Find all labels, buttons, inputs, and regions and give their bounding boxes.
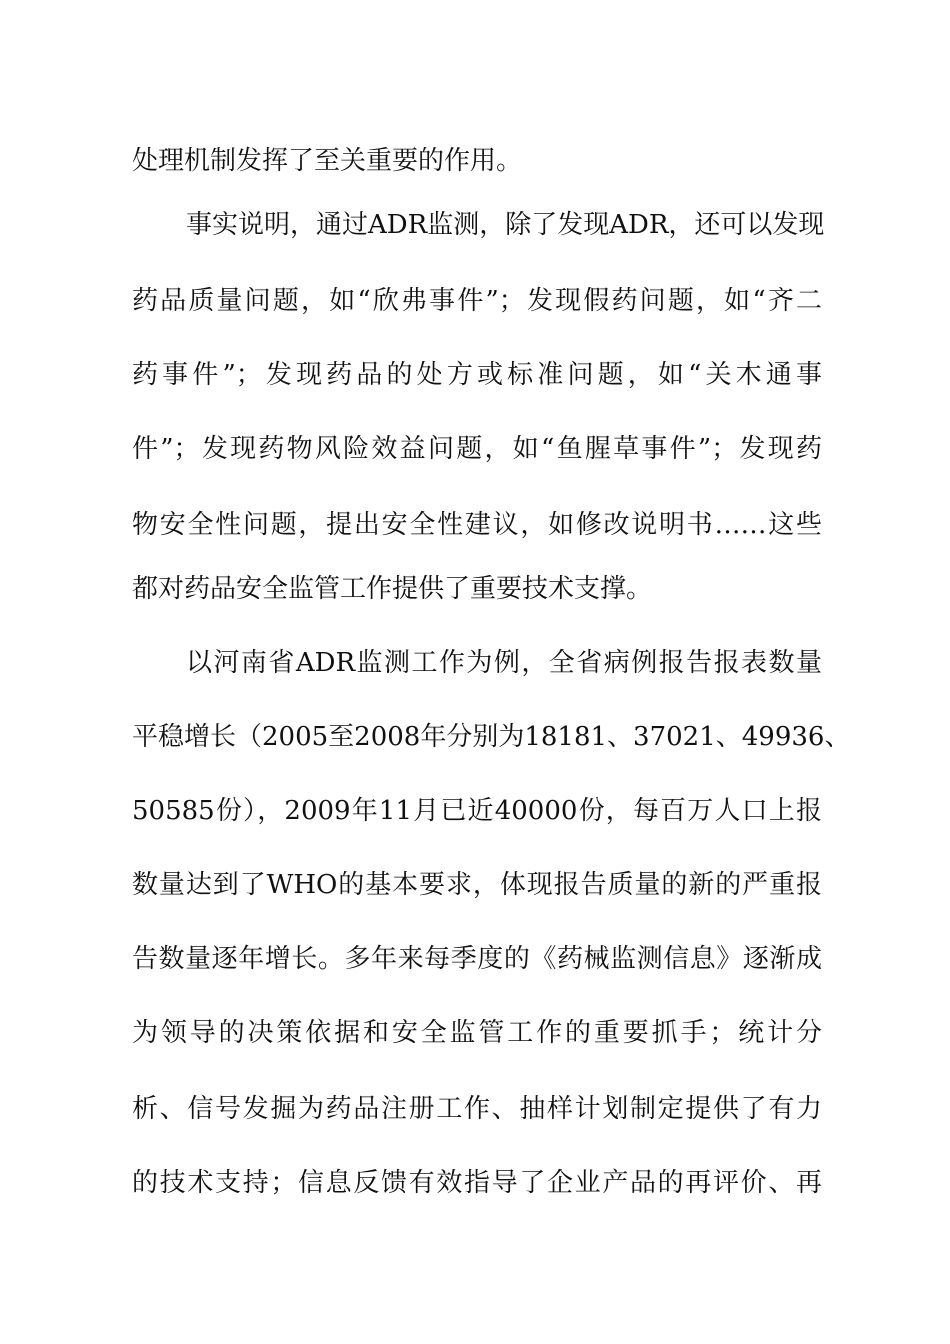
text-line: 处理机制发挥了至关重要的作用。 [132,146,523,176]
paragraph-start-line: 事实说明，通过ADR监测，除了发现ADR，还可以发现 [186,210,825,240]
text-line: 药品质量问题，如“欣弗事件”；发现假药问题，如“齐二 [132,286,822,316]
text-line: 件”；发现药物风险效益问题，如“鱼腥草事件”；发现药 [132,434,822,464]
text-line: 数量达到了WHO的基本要求，体现报告质量的新的严重报 [132,870,822,900]
text-line: 的技术支持；信息反馈有效指导了企业产品的再评价、再 [132,1168,822,1198]
text-line: 告数量逐年增长。多年来每季度的《药械监测信息》逐渐成 [132,944,822,974]
text-line: 析、信号发掘为药品注册工作、抽样计划制定提供了有力 [132,1094,822,1124]
text-line: 50585份），2009年11月已近40000份，每百万人口上报 [132,796,822,826]
text-line: 物安全性问题，提出安全性建议，如修改说明书……这些 [132,510,822,540]
text-line: 都对药品安全监管工作提供了重要技术支撑。 [132,574,653,604]
text-line: 为领导的决策依据和安全监管工作的重要抓手；统计分 [132,1018,822,1048]
text-line: 药事件”；发现药品的处方或标准问题，如“关木通事 [132,360,822,390]
text-line: 平稳增长（2005至2008年分别为18181、37021、49936、 [132,722,851,752]
paragraph-start-line: 以河南省ADR监测工作为例，全省病例报告报表数量 [186,648,822,678]
